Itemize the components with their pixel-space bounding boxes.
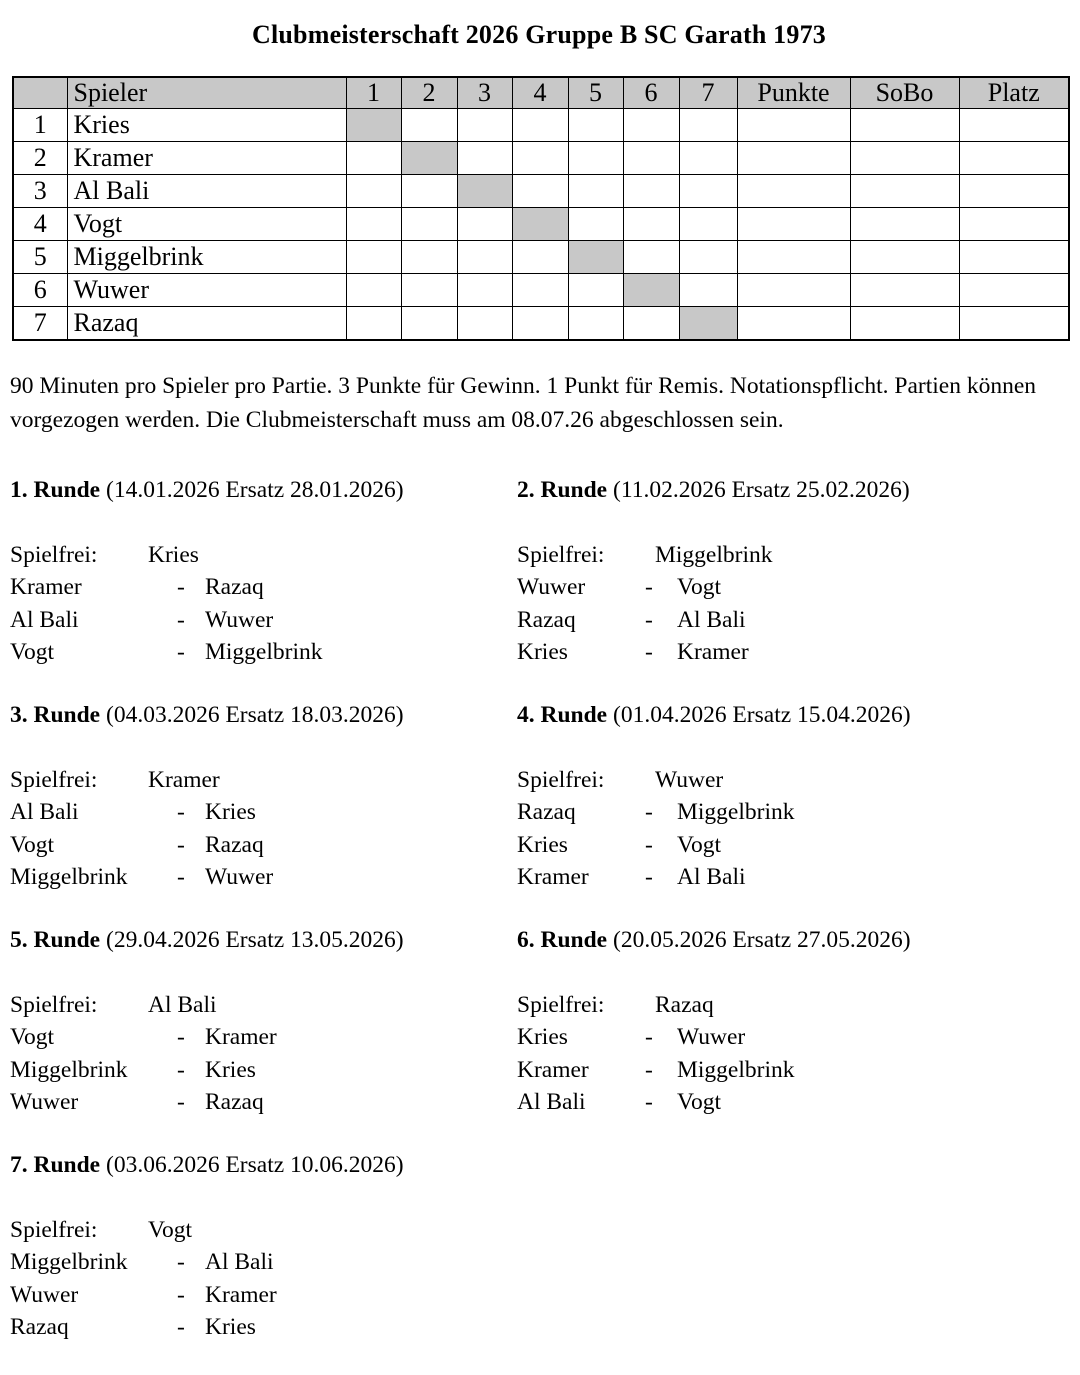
spielfrei-row [10, 989, 517, 1022]
pairing-row [517, 1021, 1068, 1054]
sobo-cell [850, 175, 959, 208]
result-cell [568, 175, 623, 208]
dash-separator: - [177, 1089, 185, 1115]
round-6-block [517, 924, 1068, 1119]
white-player: Al Bali [10, 799, 79, 825]
spielfrei-label: Spielfrei: [517, 541, 605, 568]
dash-separator: - [645, 831, 653, 858]
round-dates: (20.05.2026 Ersatz 27.05.2026) [607, 926, 911, 953]
result-cell [401, 208, 457, 241]
black-player: Wuwer [677, 1024, 746, 1050]
result-cell [346, 274, 401, 307]
white-player: Kramer [517, 1056, 589, 1083]
black-player: Razaq [205, 1089, 264, 1115]
result-cell [679, 109, 737, 142]
black-player: Al Bali [205, 1249, 274, 1275]
header-spieler: Spieler [67, 77, 346, 109]
white-player: Miggelbrink [10, 864, 128, 890]
white-player: Kramer [10, 574, 82, 600]
dash-separator: - [177, 864, 185, 890]
round-title [517, 474, 1068, 507]
row-number-cell: 2 [13, 142, 67, 175]
result-cell [623, 109, 679, 142]
round-7-block [10, 1149, 517, 1344]
black-player: Kries [205, 799, 256, 825]
dash-separator: - [177, 1024, 185, 1050]
result-cell [679, 241, 737, 274]
result-cell [623, 241, 679, 274]
round-dates: (11.02.2026 Ersatz 25.02.2026) [607, 476, 910, 503]
pairing-row [10, 1311, 517, 1344]
spielfrei-player: Wuwer [655, 766, 724, 793]
white-player: Vogt [10, 831, 54, 858]
player-name-cell: Miggelbrink [67, 241, 346, 274]
sobo-cell [850, 274, 959, 307]
blocked-cell [512, 208, 568, 241]
result-cell [401, 175, 457, 208]
spielfrei-label: Spielfrei: [10, 766, 98, 793]
table-row [13, 307, 1069, 340]
white-player: Al Bali [10, 606, 79, 633]
sobo-cell [850, 208, 959, 241]
result-cell [512, 175, 568, 208]
blocked-cell [457, 175, 512, 208]
result-cell [457, 274, 512, 307]
dash-separator: - [645, 864, 653, 890]
black-player: Miggelbrink [677, 1056, 795, 1083]
result-cell [401, 109, 457, 142]
white-player: Miggelbrink [10, 1056, 128, 1083]
spielfrei-player: Al Bali [148, 991, 217, 1018]
result-cell [679, 142, 737, 175]
punkte-cell [737, 142, 850, 175]
pairing-row [10, 796, 517, 829]
black-player: Vogt [677, 831, 721, 858]
blocked-cell [568, 241, 623, 274]
pairing-row [10, 861, 517, 894]
spielfrei-player: Vogt [148, 1216, 192, 1243]
pairing-row [10, 1279, 517, 1312]
dash-separator: - [645, 574, 653, 600]
dash-separator: - [645, 1089, 653, 1115]
rounds-grid [10, 474, 1068, 1374]
result-cell [457, 142, 512, 175]
white-player: Wuwer [517, 574, 586, 600]
table-row [13, 274, 1069, 307]
platz-cell [959, 274, 1069, 307]
header-round-7: 7 [679, 77, 737, 109]
round-number: 1. Runde [10, 476, 101, 503]
round-dates: (04.03.2026 Ersatz 18.03.2026) [100, 701, 404, 728]
header-sobo: SoBo [850, 77, 959, 109]
result-cell [568, 307, 623, 340]
table-row [13, 241, 1069, 274]
result-cell [457, 307, 512, 340]
white-player: Wuwer [10, 1281, 79, 1308]
row-number-cell: 5 [13, 241, 67, 274]
black-player: Razaq [205, 574, 264, 600]
round-3-block [10, 699, 517, 894]
round-number: 3. Runde [10, 701, 101, 728]
pairing-row [517, 829, 1068, 862]
pairing-row [10, 1086, 517, 1119]
punkte-cell [737, 274, 850, 307]
result-cell [568, 109, 623, 142]
round-title [10, 699, 517, 732]
result-cell [346, 307, 401, 340]
dash-separator: - [177, 606, 185, 633]
black-player: Kramer [205, 1024, 277, 1050]
white-player: Razaq [517, 799, 576, 825]
punkte-cell [737, 208, 850, 241]
pairing-row [10, 636, 517, 669]
dash-separator: - [645, 1024, 653, 1050]
white-player: Miggelbrink [10, 1249, 128, 1275]
pairing-row [10, 1246, 517, 1279]
result-cell [623, 142, 679, 175]
spielfrei-row [517, 764, 1068, 797]
platz-cell [959, 109, 1069, 142]
header-round-5: 5 [568, 77, 623, 109]
round-dates: (29.04.2026 Ersatz 13.05.2026) [100, 926, 404, 953]
pairing-row [517, 571, 1068, 604]
blocked-cell [623, 274, 679, 307]
spielfrei-label: Spielfrei: [517, 991, 605, 1018]
round-4-block [517, 699, 1068, 894]
round-5-block [10, 924, 517, 1119]
white-player: Vogt [10, 639, 54, 665]
pairing-row [10, 571, 517, 604]
dash-separator: - [645, 639, 653, 665]
dash-separator: - [177, 639, 185, 665]
row-number-cell: 3 [13, 175, 67, 208]
result-cell [346, 142, 401, 175]
result-cell [346, 175, 401, 208]
black-player: Razaq [205, 831, 264, 858]
result-cell [457, 208, 512, 241]
player-name-cell: Al Bali [67, 175, 346, 208]
spielfrei-player: Kramer [148, 766, 220, 793]
black-player: Al Bali [677, 606, 746, 633]
result-cell [401, 307, 457, 340]
pairing-row [517, 796, 1068, 829]
player-name-cell: Kramer [67, 142, 346, 175]
round-title [517, 699, 1068, 732]
result-cell [623, 175, 679, 208]
player-name-cell: Razaq [67, 307, 346, 340]
crosstable [12, 76, 1070, 341]
dash-separator: - [177, 1056, 185, 1083]
result-cell [679, 208, 737, 241]
spielfrei-row [10, 764, 517, 797]
rules-text: 90 Minuten pro Spieler pro Partie. 3 Punkte für Gewinn. 1 Punkt für Remis. Notationspflicht. Partien können vorgezogen werden. Die Clubmeisterschaft muss am 08.07.26 abgeschlossen sein. [10, 372, 1037, 433]
white-player: Kries [517, 1024, 568, 1050]
punkte-cell [737, 307, 850, 340]
white-player: Wuwer [10, 1089, 79, 1115]
spielfrei-player: Razaq [655, 991, 714, 1018]
result-cell [512, 307, 568, 340]
row-number-cell: 7 [13, 307, 67, 340]
dash-separator: - [645, 1056, 653, 1083]
round-number: 6. Runde [517, 926, 608, 953]
spielfrei-label: Spielfrei: [10, 541, 98, 568]
round-2-block [517, 474, 1068, 669]
platz-cell [959, 175, 1069, 208]
player-name-cell: Kries [67, 109, 346, 142]
dash-separator: - [177, 574, 185, 600]
table-row [13, 208, 1069, 241]
spielfrei-row [517, 539, 1068, 572]
punkte-cell [737, 175, 850, 208]
black-player: Kramer [205, 1281, 277, 1308]
header-round-6: 6 [623, 77, 679, 109]
round-number: 4. Runde [517, 701, 608, 728]
dash-separator: - [645, 606, 653, 633]
black-player: Kries [205, 1314, 256, 1340]
row-number-cell: 4 [13, 208, 67, 241]
grid-spacer [517, 1149, 1068, 1374]
result-cell [679, 274, 737, 307]
spielfrei-label: Spielfrei: [10, 991, 98, 1018]
round-1-block [10, 474, 517, 669]
blocked-cell [346, 109, 401, 142]
result-cell [401, 274, 457, 307]
platz-cell [959, 142, 1069, 175]
dash-separator: - [177, 1281, 185, 1308]
pairing-row [517, 1054, 1068, 1087]
white-player: Kramer [517, 864, 589, 890]
dash-separator: - [177, 1314, 185, 1340]
platz-cell [959, 241, 1069, 274]
dash-separator: - [177, 1249, 185, 1275]
crosstable-header-row [13, 77, 1069, 109]
round-title [10, 924, 517, 957]
spielfrei-row [10, 1214, 517, 1247]
round-title [10, 474, 517, 507]
pairing-row [10, 1021, 517, 1054]
header-round-1: 1 [346, 77, 401, 109]
platz-cell [959, 307, 1069, 340]
white-player: Vogt [10, 1024, 54, 1050]
black-player: Wuwer [205, 606, 274, 633]
punkte-cell [737, 109, 850, 142]
white-player: Razaq [517, 606, 576, 633]
blocked-cell [401, 142, 457, 175]
result-cell [457, 241, 512, 274]
result-cell [346, 241, 401, 274]
pairing-row [517, 1086, 1068, 1119]
dash-separator: - [177, 799, 185, 825]
header-round-3: 3 [457, 77, 512, 109]
pairing-row [10, 604, 517, 637]
result-cell [512, 274, 568, 307]
round-title [10, 1149, 517, 1182]
dash-separator: - [645, 799, 653, 825]
result-cell [512, 142, 568, 175]
header-punkte: Punkte [737, 77, 850, 109]
black-player: Vogt [677, 574, 721, 600]
round-dates: (01.04.2026 Ersatz 15.04.2026) [607, 701, 911, 728]
blocked-cell [679, 307, 737, 340]
row-number-cell: 1 [13, 109, 67, 142]
black-player: Al Bali [677, 864, 746, 890]
table-row [13, 109, 1069, 142]
player-name-cell: Wuwer [67, 274, 346, 307]
pairing-row [517, 636, 1068, 669]
table-row [13, 175, 1069, 208]
pairing-row [517, 604, 1068, 637]
white-player: Razaq [10, 1314, 69, 1340]
header-round-2: 2 [401, 77, 457, 109]
player-name-cell: Vogt [67, 208, 346, 241]
round-dates: (03.06.2026 Ersatz 10.06.2026) [100, 1151, 404, 1178]
result-cell [568, 274, 623, 307]
pairing-row [10, 1054, 517, 1087]
white-player: Kries [517, 639, 568, 665]
round-dates: (14.01.2026 Ersatz 28.01.2026) [100, 476, 404, 503]
black-player: Wuwer [205, 864, 274, 890]
pairing-row [517, 861, 1068, 894]
header-round-4: 4 [512, 77, 568, 109]
header-blank [13, 77, 67, 109]
black-player: Kries [205, 1056, 256, 1083]
result-cell [679, 175, 737, 208]
result-cell [568, 142, 623, 175]
spielfrei-row [517, 989, 1068, 1022]
spielfrei-label: Spielfrei: [517, 766, 605, 793]
result-cell [401, 241, 457, 274]
page-title: Clubmeisterschaft 2026 Gruppe B SC Garath 1973 [252, 20, 826, 49]
result-cell [623, 307, 679, 340]
sobo-cell [850, 241, 959, 274]
row-number-cell: 6 [13, 274, 67, 307]
platz-cell [959, 208, 1069, 241]
white-player: Al Bali [517, 1089, 586, 1115]
table-row [13, 142, 1069, 175]
result-cell [568, 208, 623, 241]
spielfrei-player: Miggelbrink [655, 541, 773, 568]
sobo-cell [850, 109, 959, 142]
sobo-cell [850, 142, 959, 175]
round-number: 2. Runde [517, 476, 608, 503]
header-platz: Platz [959, 77, 1069, 109]
dash-separator: - [177, 831, 185, 858]
black-player: Miggelbrink [205, 639, 323, 665]
round-number: 7. Runde [10, 1151, 101, 1178]
punkte-cell [737, 241, 850, 274]
spielfrei-player: Kries [148, 541, 199, 568]
spielfrei-label: Spielfrei: [10, 1216, 98, 1243]
black-player: Miggelbrink [677, 799, 795, 825]
result-cell [623, 208, 679, 241]
result-cell [346, 208, 401, 241]
round-title [517, 924, 1068, 957]
spielfrei-row [10, 539, 517, 572]
sobo-cell [850, 307, 959, 340]
white-player: Kries [517, 831, 568, 858]
result-cell [512, 241, 568, 274]
black-player: Kramer [677, 639, 749, 665]
black-player: Vogt [677, 1089, 721, 1115]
pairing-row [10, 829, 517, 862]
result-cell [512, 109, 568, 142]
result-cell [457, 109, 512, 142]
round-number: 5. Runde [10, 926, 101, 953]
